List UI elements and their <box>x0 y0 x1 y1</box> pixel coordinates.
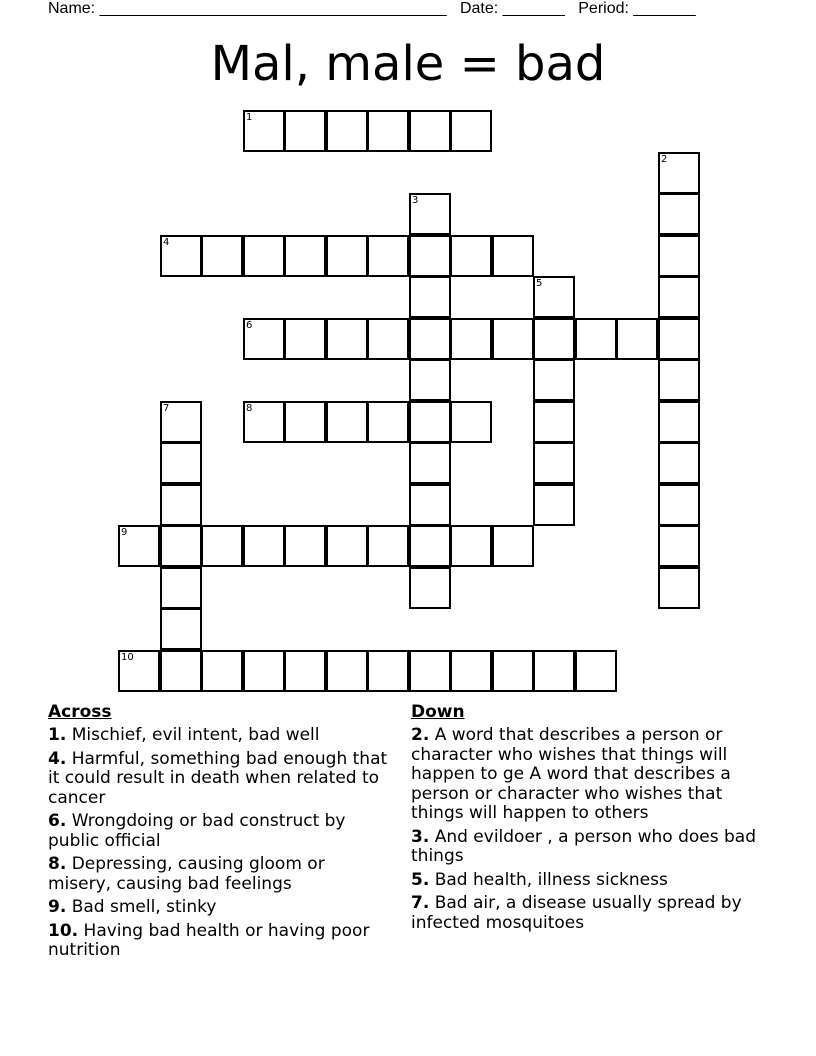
clue-down-7: 7. Bad air, a disease usually spread by infected mosquitoes <box>411 893 742 933</box>
grid-cell[interactable] <box>658 318 700 360</box>
cell-number: 7 <box>163 403 170 414</box>
grid-cell[interactable] <box>658 484 700 526</box>
grid-cell[interactable] <box>284 525 326 567</box>
grid-cell[interactable] <box>575 650 617 692</box>
header-fields: Name: _______________________________________ Date: _______ Period: _______ <box>48 0 696 17</box>
grid-cell[interactable] <box>201 235 243 277</box>
grid-cell[interactable] <box>243 650 285 692</box>
clue-down-3: 3. And evildoer , a person who does bad things <box>411 826 757 866</box>
grid-cell[interactable] <box>409 442 451 484</box>
grid-cell[interactable] <box>284 235 326 277</box>
grid-cell[interactable] <box>326 235 368 277</box>
clue-across-6: 6. Wrongdoing or bad construct by public official <box>48 811 346 851</box>
grid-cell[interactable] <box>367 401 409 443</box>
grid-cell[interactable] <box>409 484 451 526</box>
grid-cell[interactable] <box>367 235 409 277</box>
grid-cell[interactable] <box>160 442 202 484</box>
cell-number: 1 <box>246 112 253 123</box>
grid-cell[interactable] <box>658 359 700 401</box>
grid-cell[interactable] <box>284 318 326 360</box>
grid-cell[interactable] <box>533 276 575 318</box>
grid-cell[interactable] <box>533 359 575 401</box>
grid-cell[interactable] <box>118 650 160 692</box>
grid-cell[interactable] <box>243 525 285 567</box>
grid-cell[interactable] <box>409 193 451 235</box>
grid-cell[interactable] <box>160 401 202 443</box>
grid-cell[interactable] <box>409 318 451 360</box>
cell-number: 5 <box>536 278 543 289</box>
grid-cell[interactable] <box>409 359 451 401</box>
cell-number: 2 <box>661 154 668 165</box>
grid-cell[interactable] <box>533 484 575 526</box>
grid-cell[interactable] <box>409 567 451 609</box>
across-heading: Across <box>48 702 112 722</box>
grid-cell[interactable] <box>409 650 451 692</box>
grid-cell[interactable] <box>575 318 617 360</box>
grid-cell[interactable] <box>326 401 368 443</box>
grid-cell[interactable] <box>450 235 492 277</box>
grid-cell[interactable] <box>492 525 534 567</box>
grid-cell[interactable] <box>284 401 326 443</box>
grid-cell[interactable] <box>658 152 700 194</box>
grid-cell[interactable] <box>243 401 285 443</box>
grid-cell[interactable] <box>409 276 451 318</box>
clue-across-10: 10. Having bad health or having poor nutrition <box>48 920 370 960</box>
cell-number: 10 <box>121 652 134 663</box>
across-clues <box>48 702 388 965</box>
grid-cell[interactable] <box>658 235 700 277</box>
grid-cell[interactable] <box>160 525 202 567</box>
clue-across-1: 1. Mischief, evil intent, bad well <box>48 725 320 745</box>
grid-cell[interactable] <box>658 401 700 443</box>
grid-cell[interactable] <box>284 650 326 692</box>
clue-down-2: 2. A word that describes a person or character who wishes that things will happen to ge A word that describes a person or character who wishes that things will happen to others <box>411 725 731 823</box>
clue-across-8: 8. Depressing, causing gloom or misery, causing bad feelings <box>48 854 325 894</box>
grid-cell[interactable] <box>160 235 202 277</box>
grid-cell[interactable] <box>160 567 202 609</box>
grid-cell[interactable] <box>658 442 700 484</box>
cell-number: 3 <box>412 195 419 206</box>
clue-across-9: 9. Bad smell, stinky <box>48 897 217 917</box>
grid-cell[interactable] <box>243 110 285 152</box>
grid-cell[interactable] <box>326 525 368 567</box>
grid-cell[interactable] <box>367 525 409 567</box>
grid-cell[interactable] <box>201 650 243 692</box>
grid-cell[interactable] <box>201 525 243 567</box>
grid-cell[interactable] <box>450 401 492 443</box>
grid-cell[interactable] <box>243 235 285 277</box>
grid-cell[interactable] <box>326 110 368 152</box>
cell-number: 8 <box>246 403 253 414</box>
grid-cell[interactable] <box>409 525 451 567</box>
grid-cell[interactable] <box>367 318 409 360</box>
grid-cell[interactable] <box>118 525 160 567</box>
page-title: Mal, male = bad <box>210 36 606 92</box>
grid-cell[interactable] <box>160 650 202 692</box>
grid-cell[interactable] <box>450 318 492 360</box>
grid-cell[interactable] <box>326 318 368 360</box>
grid-cell[interactable] <box>492 650 534 692</box>
cell-number: 4 <box>163 237 170 248</box>
grid-cell[interactable] <box>243 318 285 360</box>
grid-cell[interactable] <box>160 484 202 526</box>
grid-cell[interactable] <box>658 567 700 609</box>
grid-cell[interactable] <box>533 442 575 484</box>
grid-cell[interactable] <box>533 401 575 443</box>
grid-cell[interactable] <box>533 650 575 692</box>
grid-cell[interactable] <box>409 401 451 443</box>
grid-cell[interactable] <box>616 318 658 360</box>
down-clues <box>411 702 761 937</box>
grid-cell[interactable] <box>326 650 368 692</box>
grid-cell[interactable] <box>492 235 534 277</box>
grid-cell[interactable] <box>492 318 534 360</box>
clue-down-5: 5. Bad health, illness sickness <box>411 869 668 890</box>
grid-cell[interactable] <box>409 235 451 277</box>
grid-cell[interactable] <box>450 650 492 692</box>
grid-cell[interactable] <box>409 110 451 152</box>
grid-cell[interactable] <box>658 525 700 567</box>
grid-cell[interactable] <box>284 110 326 152</box>
clue-across-4: 4. Harmful, something bad enough that it could result in death when related to cancer <box>48 748 388 808</box>
grid-cell[interactable] <box>450 525 492 567</box>
cell-number: 9 <box>121 527 128 538</box>
grid-cell[interactable] <box>658 193 700 235</box>
cell-number: 6 <box>246 320 253 331</box>
grid-cell[interactable] <box>367 650 409 692</box>
grid-cell[interactable] <box>367 110 409 152</box>
grid-cell[interactable] <box>450 110 492 152</box>
grid-cell[interactable] <box>533 318 575 360</box>
down-heading: Down <box>411 702 465 722</box>
grid-cell[interactable] <box>160 608 202 650</box>
grid-cell[interactable] <box>658 276 700 318</box>
